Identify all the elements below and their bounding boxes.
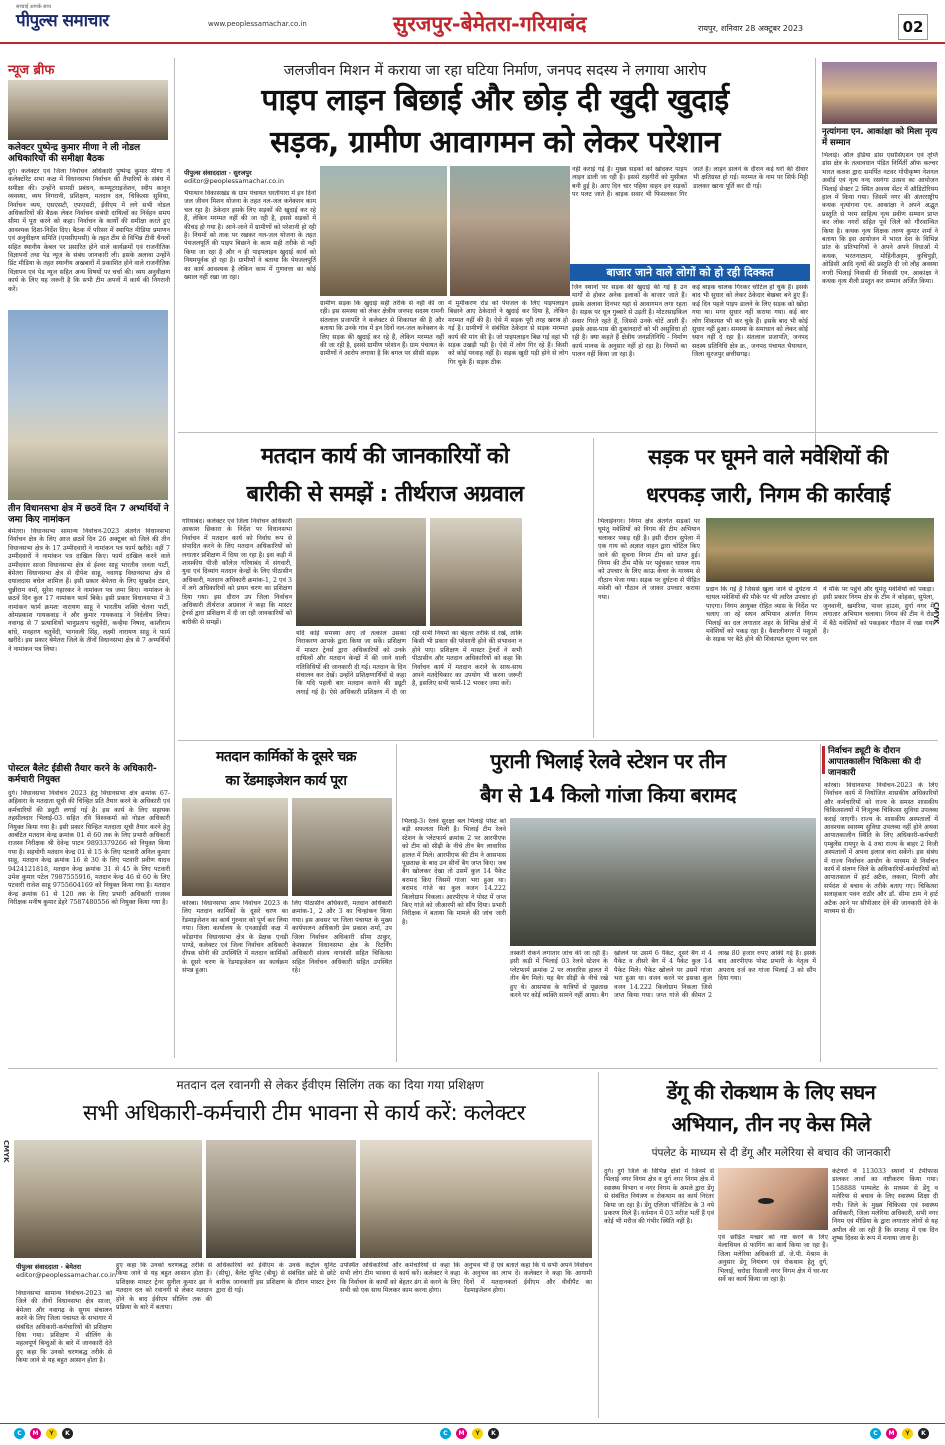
- cattle-catching-photo: [706, 518, 934, 582]
- team-kicker: मतदान दल रवानगी से लेकर ईवीएम सिलिंग तक का दिया गया प्रशिक्षण: [176, 1078, 484, 1092]
- column-divider: [396, 744, 397, 1062]
- team-training-photo-3: [360, 1140, 592, 1258]
- section-divider: [178, 432, 938, 433]
- edition-section-title: सुरजपुर-बेमेतरा-गरियाबंद: [393, 12, 587, 36]
- masthead: [0, 0, 945, 44]
- dance-heading: नृत्यांगना एन. आकांक्षा को मिला नृत्य में सम्मान: [822, 127, 938, 148]
- lead-box-title: बाजार जाने वाले लोगों को हो रही दिक्कत: [570, 264, 810, 281]
- review-meeting-photo: [8, 80, 168, 140]
- team-place: बेमेतरा: [65, 1263, 82, 1271]
- side-registration-mark-left: CMYK: [2, 1140, 10, 1163]
- training-body-b: यदि कोई समस्या आए तो तत्काल उसका निराकरण आपके द्वारा किया जा सकें। प्रशिक्षण में मास्टर ट्रेनर्स द्वारा अधिकारियों को उनके दायित्वों और मतदान केन्द्रों में की जाने वाली गतिविधियों की जानकारी दी गई। मतदान के दिन संचालन कर देखें। उन्होंने प्रशिक्षणार्थियों से कहा कि यदि पहली बार मतदान कराने की ड्यूटी लगाई गई है। ऐसे अधिकारी प्रशिक्षण में दी जा रही सभी नियमों का बेहतर तरीके से रखें, ताकि किसी भी प्रकार की परेशानी होने की संभावना न होने पाए। प्रशिक्षण में मास्टर ट्रेनरों ने सभी पीठासीन और मतदान अधिकारियों को कहा कि निर्वाचन कार्य में मतदान कराने के साथ-साथ अपने मतदेयिकार का उपयोग भी करना जरूरी है, इसलिए सभी फार्म-12 भरकर जमा करें।: [296, 630, 522, 696]
- team-body-e: अनुभव भी है एवं बताते कहा कि ये सभी अपने निर्वाचन के अनुभव का लाभ दें। कलेक्टर ने कहा कि आगामी दिनों में मतदानकर्ता ईवीएम और वीवीपैट का रेंडमाइजेशन होगा।: [464, 1262, 592, 1295]
- brief-item2-heading: तीन विधानसभा क्षेत्र में छठवें दिन 7 अभ्यर्थियों ने जमा किए नामांकन: [8, 504, 169, 525]
- section-divider: [178, 740, 938, 741]
- randomization-photo-2: [292, 798, 392, 896]
- railway-headline-1: पुरानी भिलाई रेलवे स्टेशन पर तीन: [490, 749, 726, 773]
- lead-headline-1: पाइप लाइन बिछाई और छोड़ दी खुदी खुदाई: [261, 83, 729, 118]
- brief-item2-body: बेमेतरा। विधानसभा सामान्य निर्वाचन-2023 अंतर्गत विधानसभा निर्वाचन क्षेत्र के लिए आज छठवें दिन 26 अक्टूबर को जिले की तीन विधानसभा क्षेत्र के 17 उम्मीदवारों ने नामांकन पत्र फार्म खरीदे। वहीं 7 उम्मीदवारों ने नामांकन पत्र दाखिल किए। फार्म दाखिल करने वाले उम्मीदवार साजा विधानसभा क्षेत्र से ईश्वर साहू भारतीय जनता पार्टी, बेमेतरा विधानसभा क्षेत्र से दीपेश साहू, नवागढ़ विधानसभा क्षेत्र से दयालदास बघेल शामिल हैं। इसी प्रकार बेमेतरा के लिए सुखदेव टंडन, चुन्नीराम वर्मा, सुरेश गहारकर ने नामांकन पत्र जमा किए। नामांकन के छठवें दिन कुल 17 नामांकन फार्म बिके। इसी प्रकार विधानसभा में 3 नामांकन फार्म क्रमशः नारायण साहू ने भारतीय शक्ति चेतना पार्टी, ओमप्रकाश गायकवाड़ ने और कुमार गायकवाड़ ने निर्दलीय लिया। नवागढ़ से 7 प्रत्याशियों भानुप्रताप चतुर्वेदी, कन्हैया निषाद, कांशीराम बांधे, मनहरण चतुर्वेदी, भागवली सिंह, लक्ष्मी नारायण साहू ने फार्म खरीदे। इस प्रकार बेमेतरा जिले के तीनों विधानसभा क्षेत्र से 7 अभ्यर्थियों ने नामांकन पत्र लिया।: [8, 528, 170, 653]
- team-body-c: अधिकारियों को ईवीएम के उनके कंट्रोल यूनिट (सीयू), बैलेट यूनिट (बीयू) से संबंधित छोटे से छोटे बारीक जानकारी इस प्रशिक्षण के दौरान मास्टर ट्रेनर द्वारा दी गई।: [216, 1262, 336, 1295]
- brief-item1-body: दुर्ग। कलेक्टर एवं जिला निर्वाचन अधिकारी पुष्पेन्द्र कुमार मीणा ने कलेक्टोरेट सभा कक्ष में विधानसभा निर्वाचन की तैयारियों के संबंध में समीक्षा की। उन्होंने सामग्री प्रबंधन, कम्प्यूटराइजेशन, स्वीप कानून व्यवस्था, व्यय निगरानी, प्रशिक्षण, मतदान दल, चिकित्सा सुविधा, निर्वाचन व्यय, एसएसटी, एफएसटी, ईवीएम में लगे सभी नोडल अधिकारियों की बैठक लेकर निर्वाचन संबंधी दायित्वों का निर्वहन समय सीमा में पूरा करने को कहा। निर्वाचन के कार्यों की समीक्षा करते हुए आवश्यक दिशा-निर्देश दिए। बैठक में परिसर में स्थापित मीडिया प्रमाणन एवं अनुवीक्षण समिति (एमसीएमसी) के तहत टीम से विभिन्न टीवी चैनलों सहित स्थानीय केबल पर प्रसारित होने वाले कार्यक्रमों एवं राजनीतिक विज्ञापनों तथा पेड न्यूज के संबंध जानकारी ली। इसके अलावा उन्होंने प्रिंट मीडिया के तहत स्थानीय अखबारों में प्रकाशित होने वाले राजनीतिक विज्ञापन एवं पेड न्यूज सहित अन्य विषयों पर चर्चा की। व्यय अनुवीक्षण कार्य के लिए यह जरूरी है कि सभी टीम अपनों में कार्य की निगरानी करें।: [8, 168, 170, 293]
- cyan-dot: C: [14, 1428, 25, 1439]
- randomization-photo-1: [182, 798, 288, 896]
- randomization-headline-1: मतदान कार्मिकों के दूसरे चक्र: [216, 749, 356, 765]
- lead-place: सुरजपुर: [233, 169, 252, 177]
- footer-rule: [0, 1423, 945, 1424]
- dengue-headline-2: अभियान, तीन नए केस मिले: [671, 1112, 871, 1136]
- cattle-body-a: भिलाईनगर। निगम क्षेत्र अंतर्गत सड़कों पर घूमंतू मवेशियों को निगम की टीम अभियान चलाकर पकड़ रही है। इसी दौरान सुपेला में एक गाय को अज्ञात वाहन द्वारा चोटिल किए जाने की सूचना निगम टीम को प्राप्त हुई। निगम की टीम मौके पर पहुंचकर घायल गाय को उपचार के लिए काऊ केचर के माध्यम से गौठान भेजा गया। सड़क पर दुर्घटना से पीड़ित मवेशी को गौठान ले जाकर उपचार कराया गया।: [598, 518, 700, 601]
- cmyk-marks-left: [14, 1428, 73, 1439]
- lead-byline-block: पीपुल्स संवाददाता · सुरजपुर editor@peoplessamachar.co.in: [184, 168, 324, 185]
- korba-health-body: कोरबा। विधानसभा निर्वाचन-2023 के लिए निर्वाचन कार्य में नियोजित शासकीय अधिकारियों और कर्मचारियों को राज्य के समस्त शासकीय चिकित्सालयों में निःशुल्क चिकित्सा सुविधा उपलब्ध कराई जाएगी। राज्य के शासकीय अस्पतालों में आवश्यक स्वास्थ्य सुविधा उपलब्ध नहीं होने अथवा आपातकालीन स्थिति के लिए अधिकारी-कर्मचारी एम्बुलेंस रायपुर के 4 तथा राज्य के बाहर 2 निजी अस्पतालों में अपना इलाज करा सकेंगे। इस संबंध में राज्य निर्वाचन आयोग के माध्यम से निर्वाचन कार्य में संलग्न जिले के अधिकारियों-कर्मचारियों को आपातकाल में हार्ट अटैक, लकवा, मिरगी और सर्पदंश से बचाव के तरीके बताए गए। चिकित्सा सलाहकार पवन राठौर और डॉ. सीमा टाम ने हार्ट अटैक आने पर सीपीआर देने की जानकारी देने के माध्यम से दी।: [824, 782, 938, 916]
- cattle-body-b: प्रदान कि गई है जिससे खुला जाने से दुर्घटना में घायल मवेशियों की मौके पर भी त्वरित उपचार हो पाएगा। निगम आयुक्त रोहित व्यास के निर्देश पर चलाए जा रहे सघन अभियान अंतर्गत निगम भिलाई का दल लगातार शहर के विभिन्न क्षेत्रों में मवेशियों को पकड़ रहा है। वैशालीनगर में पशुओं के सड़क पर बैठे होने की शिकायत सूचना पर दल ने मौके पर पहुंचे और घूमंतू मवेशियों को पकड़ा। इसी प्रकार निगम क्षेत्र के टीम ने कोहका, सुपेला, जुनवानी, खमरिया, पावर हाउस, दुर्गा नगर में लगातार अभियान चलाया। निगम की टीम ने रोड में बैठे मवेशियों को पकड़कर गौठान में रखा गया है।: [706, 586, 934, 644]
- column-divider: [598, 1072, 599, 1418]
- section-divider: [8, 1068, 938, 1069]
- black-dot: K: [918, 1428, 929, 1439]
- dengue-body-c: कंटेनरों में 113033 स्थानों में टेमीफास डालकर लार्वा का नष्टीकरण किया गया। 158888 पाम्पलेट के माध्यम से डेंगू व मलेरिया से बचाव के लिए स्वास्थ्य शिक्षा दी गयी। जिले के मुख्य चिकित्सा एवं स्वास्थ्य अधिकारी, जिला मलेरिया अधिकारी, सभी नगर निगम एवं मीडिया के द्वारा लगातार लोगों से यह अपील की जा रही है कि सप्ताह में एक दिन शुष्क दिवस के रूप में मनाया जाना है।: [832, 1168, 938, 1243]
- dengue-body-a: दुर्ग। दुर्ग जिले के विभिन्न क्षेत्रों में जिनमें से भिलाई नगर निगम क्षेत्र व दुर्ग नगर निगम क्षेत्र में स्वास्थ्य विभाग व नगर निगम के अमले द्वारा डेंगू से संबंधित नियंत्रण व रोकथाम का कार्य निरंतर किया जा रहा है। डेंगू एलिजा पॉजिटिव के 3 नये प्रकरण मिले हैं। वर्तमान में 03 मरीज भर्ती हैं एवं कोई भी मरीज की गंभीर स्थिति नहीं है।: [604, 1168, 714, 1226]
- team-byline: पीपुल्स संवाददाता: [16, 1263, 59, 1271]
- cmyk-marks-center: [440, 1428, 499, 1439]
- yellow-dot: Y: [472, 1428, 483, 1439]
- heading-accent-bar: [822, 746, 825, 774]
- mosquito-bite-photo: [718, 1168, 828, 1230]
- brief-item3-heading: पोस्टल बैलेट ईडीसी तैयार करने के अधिकारी-कर्मचारी नियुक्त: [8, 764, 157, 785]
- team-body-b: हुए कहा कि उनको चरणबद्ध तरीके से किया जाने से यह बहुत आसान होता है। प्रशिक्षक मास्टर ट्रेनर सुनील कुमार झा ने मतदान दल को रवानगी से लेकर मतदान होने के बाद ईवीएम सीलिंग तक की प्रक्रिया के बारे में बताया।: [116, 1262, 212, 1312]
- website-url[interactable]: www.peoplessamachar.co.in: [208, 20, 307, 28]
- training-headline-2: बारीकी से समझें : तीर्थराज अग्रवाल: [246, 482, 524, 507]
- magenta-dot: M: [30, 1428, 41, 1439]
- dug-road-photo-2: [450, 166, 570, 296]
- news-brief-label: न्यूज ब्रीफ: [8, 63, 55, 78]
- masthead-tagline: सच्चाई आपके साथ: [16, 4, 52, 10]
- team-body-d: उपस्थित अधिकारियों और कर्मचारियों से कहा कि सभी लोग टीम भावना से कार्य करें। कलेक्टर ने कहा कि निर्वाचन के कार्यों को बेहतर ढंग से करने के लिए सभी को एक साथ मिलकर काम करना होगा।: [340, 1262, 460, 1295]
- randomization-headline-2: का रेंडमाइजेशन कार्य पूरा: [225, 773, 347, 789]
- lead-headline-2: सड़क, ग्रामीण आवागमन को लेकर परेशान: [270, 125, 720, 160]
- dateline: रायपुर, शनिवार 28 अक्टूबर 2023: [698, 24, 804, 33]
- side-registration-mark: CMYK: [932, 602, 940, 625]
- brief-item1-heading: कलेक्टर पुष्पेन्द्र कुमार मीणा ने ली नोडल अधिकारियों की समीक्षा बैठक: [8, 143, 141, 164]
- railway-body-b: तस्करी रोकने लगातार जांच की जा रही है। इसी कड़ी में भिलाई 03 रेलवे स्टेशन के प्लेटफार्म क्रमांक 2 पर लावारिस हालत में तीन बैग मिले। यह बैग सीढ़ी के नीचे रखे हुए थे। आसपास के यात्रियों से पूछताछ करने पर कोई व्यक्ति सामने नहीं आया। बैग खोलने पर उसमें 6 पैकेट, दूसरे बैग में 4 पैकेट व तीसरे बैग में 4 पैकेट कुल 14 पैकेट मिले। पैकेट खोलने पर उसमें गांजा भरा हुआ था। वजन करने पर इसका कुल वजन 14.222 किलोग्राम निकला जिसे जप्त किया गया। जप्त गांजे की कीमत 2 लाख 80 हजार रुपए आंकी गई है। इसके बाद आरपीएफ पोस्ट प्रभारी के नेतृत्व में अपराध दर्ज कर गांजा भिलाई 3 को सौंप दिया गया।: [510, 950, 816, 1000]
- lead-box-body-a: जिन स्थानों पर सड़क की खुदाई की गई है उन मार्गों से होकर अनेक इलाकों के बाजार जाते हैं। इसके अलावा दिनभर यहां से आवागमन लगा रहता है। सड़क पर धूल गुब्बारे से उड़ती है। मोटरसाइकिल सवार गिरते रहते हैं, जिससे उनके चोटें आती हैं। इसके आस-पास की दुकानदारों को भी असुविधा हो रही है। क्या कहते हैं क्षेत्रीय जनप्रतिनिधि - निर्माण कार्य मानक के अनुसार नहीं हो रहा है। नियमों का पालन नहीं किया जा रहा है।: [572, 284, 687, 359]
- lead-box-body-b: कई बाइक चालक गिरकर चोटिल हो चुके हैं। इसके बाद भी सुधार को लेकर ठेकेदार बेखबर बने हुए हैं। कई दिन पहले पाइप डालने के लिए सड़क को खोदा गया था। मगर सुधार नहीं कराया गया। कई बार लोग शिकायत भी कर चुके हैं। इसके बाद भी कोई सुधार नहीं हुआ। समस्या के समाधान को लेकर कोई ध्यान नहीं दे रहा है। संतलाल प्रजापति, जनपद सदस्य प्रतिनिधि क्षेत्र क्र., जनपद पंचायत भैयाथान, जिला सुरजपुर छत्तीसगढ़।: [692, 284, 808, 359]
- column-divider: [174, 58, 175, 1058]
- black-dot: K: [62, 1428, 73, 1439]
- yellow-dot: Y: [46, 1428, 57, 1439]
- team-training-photo-2: [206, 1140, 356, 1258]
- team-body-a: विधानसभा सामान्य निर्वाचन-2023 को जिले की तीनों विधानसभा क्षेत्र साजा, बेमेतरा और नवागढ़ के सुगम संचालन करने के लिए जिला पंचायत के सभागार में संबंधित अधिकारी-कर्मचारियों की प्रशिक्षण दिया गया। प्रशिक्षण में सीलिंग के महत्वपूर्ण बिन्दुओं के बारे में जानकारी देते हुए कहा कि उनको चरणबद्ध तरीके से किया जाने से यह बहुत आसान होता है।: [16, 1290, 112, 1365]
- magenta-dot: M: [886, 1428, 897, 1439]
- dengue-headline-1: डेंगू की रोकथाम के लिए सघन: [666, 1080, 876, 1104]
- newspaper-logo[interactable]: पीपुल्स समाचार: [16, 11, 109, 31]
- team-headline: सभी अधिकारी-कर्मचारी टीम भावना से कार्य करें: कलेक्टर: [82, 1101, 526, 1126]
- mosquito-icon: [758, 1198, 774, 1204]
- randomization-body-b: लिए पीठासीन अधिकारी, मतदान अधिकारी क्रमांक-1, 2 और 3 का चिन्हांकन किया गया। इस अवसर पर जिला पंचायत के मुख्य कार्यपालन अधिकारी प्रेम प्रकाश शर्मा, उप जिला निर्वाचन अधिकारी सीमा ठाकुर, केशकाल विधानसभा क्षेत्र के रिटर्निंग अधिकारी संजय नागवंशी सहित चिकित्सा सहित निर्वाचन अधिकारी सहित उपस्थित रहे।: [292, 900, 392, 975]
- column-divider: [820, 744, 821, 1062]
- cyan-dot: C: [440, 1428, 451, 1439]
- dug-road-photo-1: [320, 166, 447, 296]
- ganja-seizure-photo: [510, 818, 816, 946]
- cmyk-marks-right: [870, 1428, 929, 1439]
- magenta-dot: M: [456, 1428, 467, 1439]
- page-number: 02: [898, 14, 928, 40]
- lead-body-c: नहीं कराई गई है। मुख्य सड़कों को खोदकर पाइप लाइन डाली जा रही है। इससे राहगीरों को मुसीबत बनी हुई है। आए दिन चार पहिया वाहन इन सड़कों पर पलट जाते हैं। बाइक सवार भी फिसलकर गिर जाते हैं। लाइन डालने के दौरान कई घरों की दीवार भी क्षतिग्रस्त हो गई। मरम्मत के नाम पर सिर्फ मिट्टी डालकर खाना पूर्ति कर दी गई।: [572, 166, 808, 199]
- team-training-photo-1: [14, 1140, 202, 1258]
- randomization-body-a: कोरबा। विधानसभा आम निर्वाचन 2023 के लिए मतदान कार्मिकों के दूसरे चरण का रेंडमाइजेशन का कार्य गुरुवार को पूर्ण कर लिया गया। जिला कार्यालय के एनआईसी कक्ष में कोंडागांव विधानसभा क्षेत्र के प्रेक्षक एनडी पाण्डे, कलेक्टर एवं जिला निर्वाचन अधिकारी दीपक सोनी की उपस्थिति में मतदान कार्मिकों के दूसरे चरण के रेंडमाइजेशन का कार्यक्रम संपन्न हुआ।: [182, 900, 288, 975]
- railway-body-a: भिलाई-3। रेलवे सुरक्षा बल भिलाई पोस्ट को बड़ी सफलता मिली है। भिलाई टीम रेलवे स्टेशन के प्लेटफार्म क्रमांक 2 पर आरपीएफ को टीम को सीढ़ी के नीचे तीन बैग लावारिस हालत में मिले। आरपीएफ की टीम ने आसपास पूछताछ के बाद उन सीनों बैग जप्त किए। जब बैग खोलकर देखा तो उसमें कुल 14 पैकेट बरामद किए जिसमें गांजा भरा हुआ था। बरामद गांजे का कुल वजन 14.222 किलोग्राम निकला। आरपीएफ ने पोस्ट में जप्त किए गांजे को जीआरपी को सौंप दिया। प्रभारी निरीक्षक ने बताया कि मामले की जांच जारी है।: [402, 818, 506, 926]
- column-divider: [593, 438, 594, 738]
- lead-byline: पीपुल्स संवाददाता: [184, 169, 227, 177]
- black-dot: K: [488, 1428, 499, 1439]
- column-divider: [815, 58, 816, 458]
- dengue-body-b: एवं छोड़ित मच्छर को नष्ट करने के लिए मेलाथियन से फागिंग का कार्य किया जा रहा है। जिला मलेरिया अधिकारी डॉ. जे.पी. मेश्राम के अनुसार डेंगू नियंत्रण एवं रोकथाम हेतु दुर्ग, भिलाई, चरोदा रिसाली नगर निगम क्षेत्र में घर-घर सर्वे का कार्य किया जा रहा है।: [718, 1234, 828, 1284]
- lead-email[interactable]: editor@peoplessamachar.co.in: [184, 177, 284, 185]
- team-email[interactable]: editor@peoplessamachar.co.in: [16, 1271, 116, 1279]
- yellow-dot: Y: [902, 1428, 913, 1439]
- team-byline-block: पीपुल्स संवाददाता · बेमेतरा editor@peoplessamachar.co.in: [16, 1262, 126, 1279]
- cyan-dot: C: [870, 1428, 881, 1439]
- training-body-a: गरियाबंद। कलेक्टर एवं जिला निर्वाचन अधिकारी आकाश छिकारा के निर्देश पर विधानसभा निर्वाचन में मतदान कार्य को निर्वाध रूप से संपादित करने के लिए मतदान अधिकारियों को लगातार प्रशिक्षण में दिया जा रहा है। इस कड़ी में शासकीय पीजी कॉलेज गरियाबंद में संगवारी, युवा एवं दिव्यांग मतदान केन्द्रों के लिए पीठासीन अधिकारी, मतदान अधिकारी क्रमांक-1, 2 एवं 3 में लगे अधिकारियों को प्रथम चरण का प्रशिक्षण दिया गया। इस दौरान उप जिला निर्वाचन अधिकारी तीर्थराज अग्रवाल ने कहा कि मास्टर ट्रेनर्स द्वारा प्रशिक्षण में दी जा रही जानकारियों को बारीकी से समझें।: [182, 518, 292, 626]
- brief-item3-body: दुर्ग। विधानसभा निर्वाचन 2023 हेतु विधानसभा क्षेत्र क्रमांक 67-अहिवारा के मतदाता सूची की चिन्हित प्रति तैयार करने के अधिकारी एवं कर्मचारियों की ड्यूटी लगाई गई है। इस कार्य के लिए सहायक तहसीलदार भिलाई-03 सहित रवि विश्वकर्मा को नोडल अधिकारी नियुक्त किया गया है। इसी प्रकार चिन्हित मतदाता सूची तैयार करने हेतु आबंटित मतदान केन्द्र क्रमांक 01 से 60 तक के लिए प्रभारी अधिकारी राजस्व निरीक्षक श्री देवेन्द्र पाटन 9893379266 को नियुक्त किया गया है। सहयोगी मतदान केन्द्र 01 से 15 के लिए पटवारी अनिल कुमार साहू, मतदान केन्द्र क्रमांक 16 से 30 के लिए पटवारी प्रवीण यादव 9424121818, मतदान केन्द्र क्रमांक 31 से 45 के लिए पटवारी उमेश कुमार पटेल 7987555916, मतदान केन्द्र 46 से 60 के लिए पटवारी राजेश साहू 9755604169 को नियुक्त किया गया है। मतदान केन्द्र क्रमांक 61 से 120 तक के लिए प्रभारी अधिकारी राजस्व निरीक्षक मनीष कुमार डेहरे 7587480556 को नियुक्त किया गया है।: [8, 790, 170, 907]
- lead-kicker: जलजीवन मिशन में कराया जा रहा घटिया निर्माण, जनपद सदस्य ने लगाया आरोप: [283, 63, 707, 79]
- railway-headline-2: बैग से 14 किलो गांजा किया बरामद: [480, 783, 736, 807]
- lead-body-a: भैयाथान विकासखंड के ग्राम पंचायत धरतीपारा में इन दिनों जल जीवन मिशन योजना के तहत नल-जल कनेक्शन काम चल रहा है। ठेकेदार इसके लिए सड़कों की खुदाई कर रहे हैं, लेकिन मरम्मत नहीं की जा रही है, इससे सड़कों में कीचड़ हो गया है। आने-जाने में ग्रामीणों को परेशानी हो रही है। नियमों को ताक पर रखकर नल-जल योजना के तहत पेयजलपूर्ति की पाइप बिछाने के काम सही तरीके से नहीं किया जा रहा है और न ही पाइपलाइन खुदाई कार्य को नियमपूर्वक हो रहा है। ग्रामीणों ने बताया कि पेयजलपूर्ति का कार्य आवश्यक है लेकिन काम में गुणवत्ता का कोई ख्याल नहीं रखा जा रहा।: [184, 190, 316, 282]
- cattle-headline-2: धरपकड़ जारी, निगम की कार्रवाई: [646, 483, 890, 507]
- lead-body-b: में मुर्मीकरण रोड को पेयजल के लिए पाइपलाइन बिछाने आए ठेकेदारों ने खुदाई कर दिया है, लेकिन मरम्मत नहीं की है। ऐसे में सड़क पूरी तरह खराब हो गई है। ग्रामीणों ने संबंधित ठेकेदार से सड़क मरम्मत कार्य की मांग की है। जो पाइपलाइन बिछ गई वहां भी सड़क उखड़ी पड़ी है। ऐसे में लोग गिर रहे हैं। किसी को कोई परवाह नहीं है। सड़क खुदी पड़ी होने से लोग गिर चुके हैं। सड़क ठीक: [448, 300, 568, 366]
- training-hall-photo-1: [296, 518, 426, 626]
- training-hall-photo-2: [430, 518, 522, 626]
- cattle-headline-1: सड़क पर घूमने वाले मवेशियों की: [648, 445, 888, 469]
- dance-award-photo: [822, 62, 937, 124]
- korba-health-heading: निर्वाचन ड्यूटी के दौरान आपातकालीन चिकित्सा की दी जानकारी: [828, 746, 922, 778]
- dance-body: भिलाई। ऑल इंडिया डांस एसोसिएशन एवं तृप्ति डांस क्षेत्र के तत्वावधान पंडित निर्मिर्ती ऑफ कल्चर भारत कलश द्वारा समर्पित नटवर गोपीकृष्ण नेशनल अवॉर्ड एवं नृत्य नन्द रसगंगा उत्सव का आयोजन भिलाई सेक्टर 2 स्थित अवध्य सेंटर में ऑडिटोरियम हाल में किया गया। जिसमें नगर की अंतरराष्ट्रीय कथक नृत्यांगना एन. आकांक्षा ने अपने अद्भुत प्रस्तुति से परम साहित्य नृत्य प्रवीण सम्मान प्राप्त कर लोक नगरों सहित पूर्व जिले को गौरवान्वित किया है। कथक नृत्य शिक्षक तरुण कुमार शर्मा ने बताया कि इस आयोजन में भारत देश के विभिन्न प्रांत के प्रतिभागियों ने अपने अपने विधाओं में कथक, भरतनाट्यम, मोहिनीअट्टम, कुचिपुड़ी, ओडिसी आदि नृत्यों की प्रस्तुति दी जो लौह अवस्था नगरी भिलाई निवासी दी निवासी एन. आकांक्षा ने कथक नृत्य शैली प्रस्तुत कर सम्मान अर्जित किया।: [822, 152, 938, 286]
- training-headline-1: मतदान कार्य की जानकारियों को: [261, 444, 509, 469]
- lead-caption: ग्रामीण सड़क कि खुदाई सही तरीके से नहीं की जा रही। इस समस्या को लेकर क्षेत्रीय जनपद सदस्य रामनी संतलाल प्रजापति ने कलेक्टर से शिकायत की है और बताया कि उनके गांव में इन दिनों नल-जल कनेक्शन के लिए सड़क की खुदाई कर रहे हैं, लेकिन मरम्मत नहीं की जा रही है, इससे ग्रामीण परेशान हैं। ग्राम पंचायत के ग्रामीणों ने आरोप लगाया है कि बगल पर सीसी सड़क: [320, 300, 444, 358]
- dengue-kicker: पंपलेट के माध्यम से दी डेंगू और मलेरिया से बचाव की जानकारी: [651, 1147, 891, 1159]
- collectorate-building-photo: [8, 310, 168, 500]
